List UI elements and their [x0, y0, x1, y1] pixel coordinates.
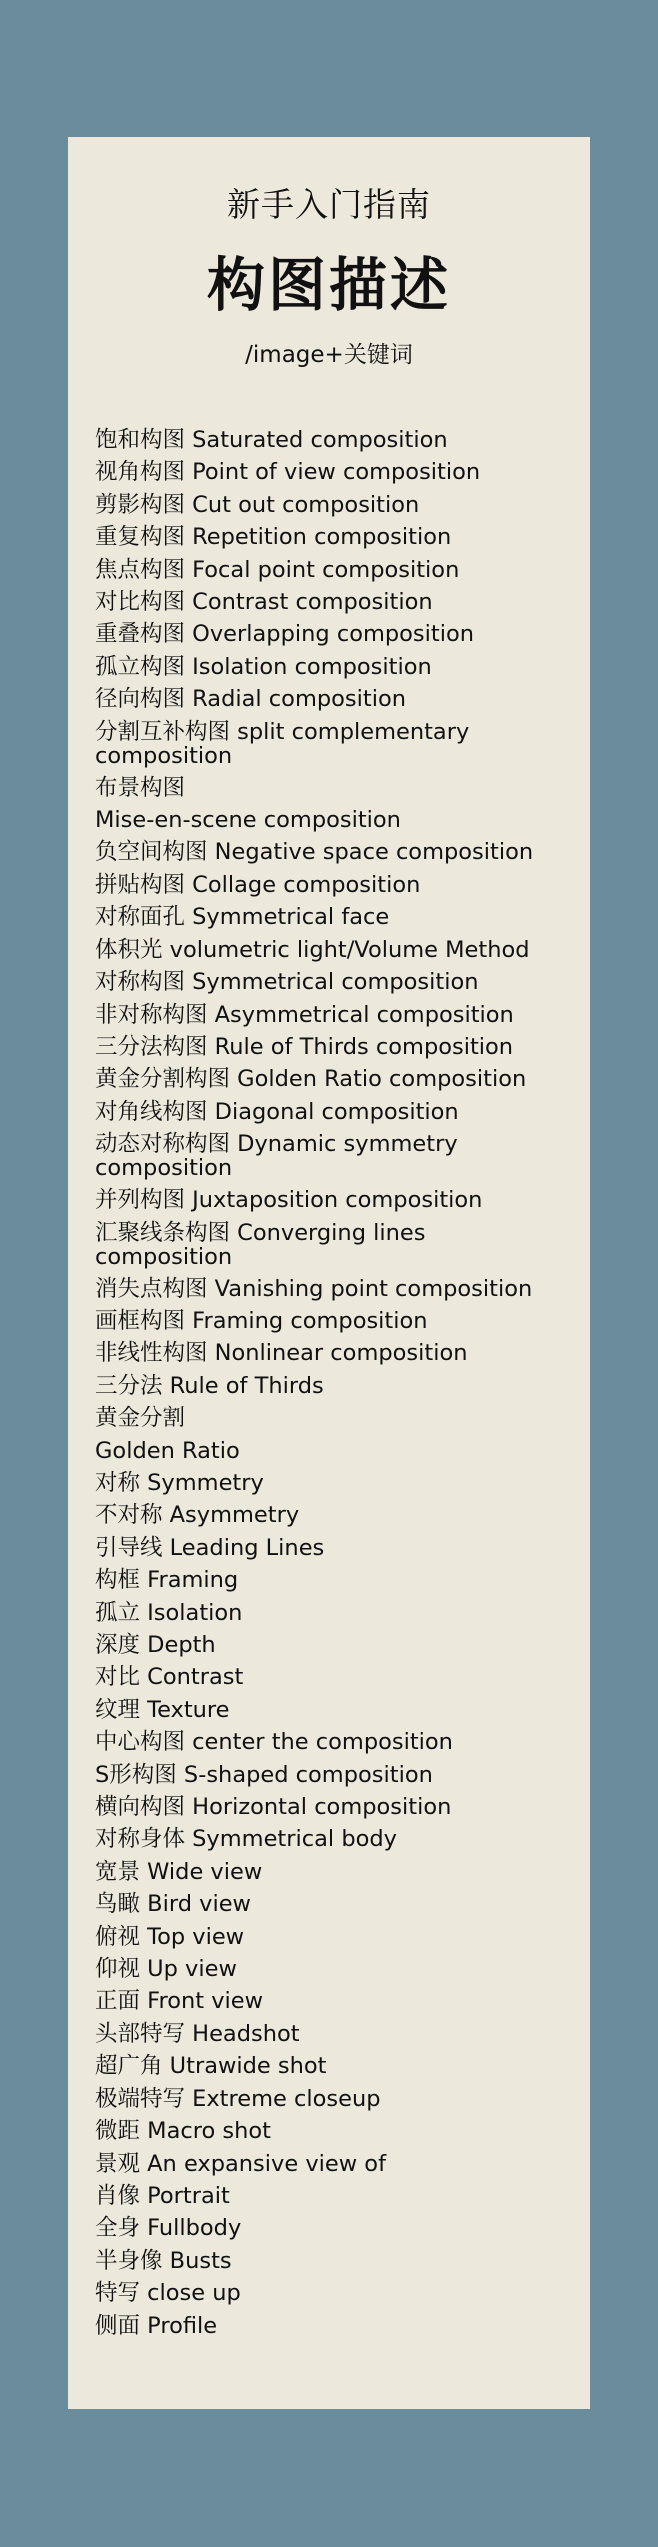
list-item: 三分法 Rule of Thirds	[95, 1372, 324, 1399]
list-item: 横向构图 Horizontal composition	[95, 1794, 452, 1821]
list-item: 微距 Macro shot	[95, 2118, 271, 2145]
list-item: 黄金分割	[95, 1405, 186, 1432]
list-item: 分割互补构图 split complementary composition	[95, 718, 470, 769]
list-item: 宽景 Wide view	[95, 1858, 263, 1885]
list-item: 深度 Depth	[95, 1632, 216, 1658]
list-item: 重复构图 Repetition composition	[95, 524, 452, 551]
list-item: 中心构图 center the composition	[95, 1729, 453, 1756]
guide-card	[68, 137, 590, 2409]
list-item: 非对称构图 Asymmetrical composition	[95, 1001, 514, 1028]
list-item: 体积光 volumetric light/Volume Method	[95, 936, 530, 963]
page-title: 构图描述	[206, 251, 451, 319]
page-subtitle: 新手入门指南	[227, 185, 431, 224]
list-item: 仰视 Up view	[95, 1956, 237, 1983]
list-item: 侧面 Profile	[95, 2312, 218, 2339]
list-item: Golden Ratio	[95, 1437, 240, 1464]
list-item: 三分法构图 Rule of Thirds composition	[95, 1033, 514, 1060]
list-item: S形构图 S-shaped composition	[95, 1761, 433, 1788]
list-item: 不对称 Asymmetry	[95, 1502, 300, 1529]
list-item: 拼贴构图 Collage composition	[95, 871, 421, 898]
list-item: 对称面孔 Symmetrical face	[95, 904, 390, 931]
list-item: 引导线 Leading Lines	[95, 1534, 325, 1561]
list-item: 非线性构图 Nonlinear composition	[95, 1340, 468, 1367]
list-item: 对比构图 Contrast composition	[95, 589, 433, 616]
list-item: 纹理 Texture	[95, 1696, 230, 1723]
list-item: 对比 Contrast	[95, 1664, 244, 1691]
list-item: 景观 An expansive view of	[95, 2150, 386, 2177]
list-item: 极端特写 Extreme closeup	[95, 2085, 381, 2112]
list-item: Mise-en-scene composition	[95, 807, 401, 834]
header	[68, 179, 590, 369]
list-item: 对称构图 Symmetrical composition	[95, 969, 479, 996]
list-item: 重叠构图 Overlapping composition	[95, 621, 474, 648]
list-item: 视角构图 Point of view composition	[95, 459, 481, 486]
list-item: 汇聚线条构图 Converging lines composition	[95, 1219, 426, 1270]
list-item: 特写 close up	[95, 2280, 241, 2307]
list-item: 孤立 Isolation	[95, 1599, 243, 1626]
list-item: 对称身体 Symmetrical body	[95, 1826, 397, 1853]
list-item: 正面 Front view	[95, 1988, 264, 2015]
list-item: 孤立构图 Isolation composition	[95, 653, 432, 680]
composition-term-list	[95, 424, 565, 2342]
list-item: 焦点构图 Focal point composition	[95, 556, 460, 583]
list-item: 对称 Symmetry	[95, 1469, 264, 1496]
list-item: 头部特写 Headshot	[95, 2020, 300, 2047]
list-item: 俯视 Top view	[95, 1923, 245, 1950]
list-item: 构框 Framing	[95, 1567, 239, 1594]
list-item: 布景构图	[95, 774, 186, 801]
list-item: 肖像 Portrait	[95, 2182, 230, 2209]
list-item: 饱和构图 Saturated composition	[95, 427, 448, 453]
list-item: 动态对称构图 Dynamic symmetry composition	[95, 1131, 458, 1182]
list-item: 剪影构图 Cut out composition	[95, 491, 420, 518]
list-item: 径向构图 Radial composition	[95, 686, 406, 713]
list-item: 并列构图 Juxtaposition composition	[95, 1187, 483, 1214]
list-item: 全身 Fullbody	[95, 2215, 242, 2242]
list-item: 鸟瞰 Bird view	[95, 1891, 251, 1918]
list-item: 黄金分割构图 Golden Ratio composition	[95, 1066, 527, 1093]
list-item: 消失点构图 Vanishing point composition	[95, 1275, 533, 1302]
list-item: 对角线构图 Diagonal composition	[95, 1098, 459, 1125]
list-item: 画框构图 Framing composition	[95, 1307, 428, 1334]
list-item: 超广角 Utrawide shot	[95, 2053, 327, 2080]
list-item: 负空间构图 Negative space composition	[95, 839, 534, 866]
page-tagline: /image+关键词	[245, 342, 413, 368]
list-item: 半身像 Busts	[95, 2247, 232, 2274]
